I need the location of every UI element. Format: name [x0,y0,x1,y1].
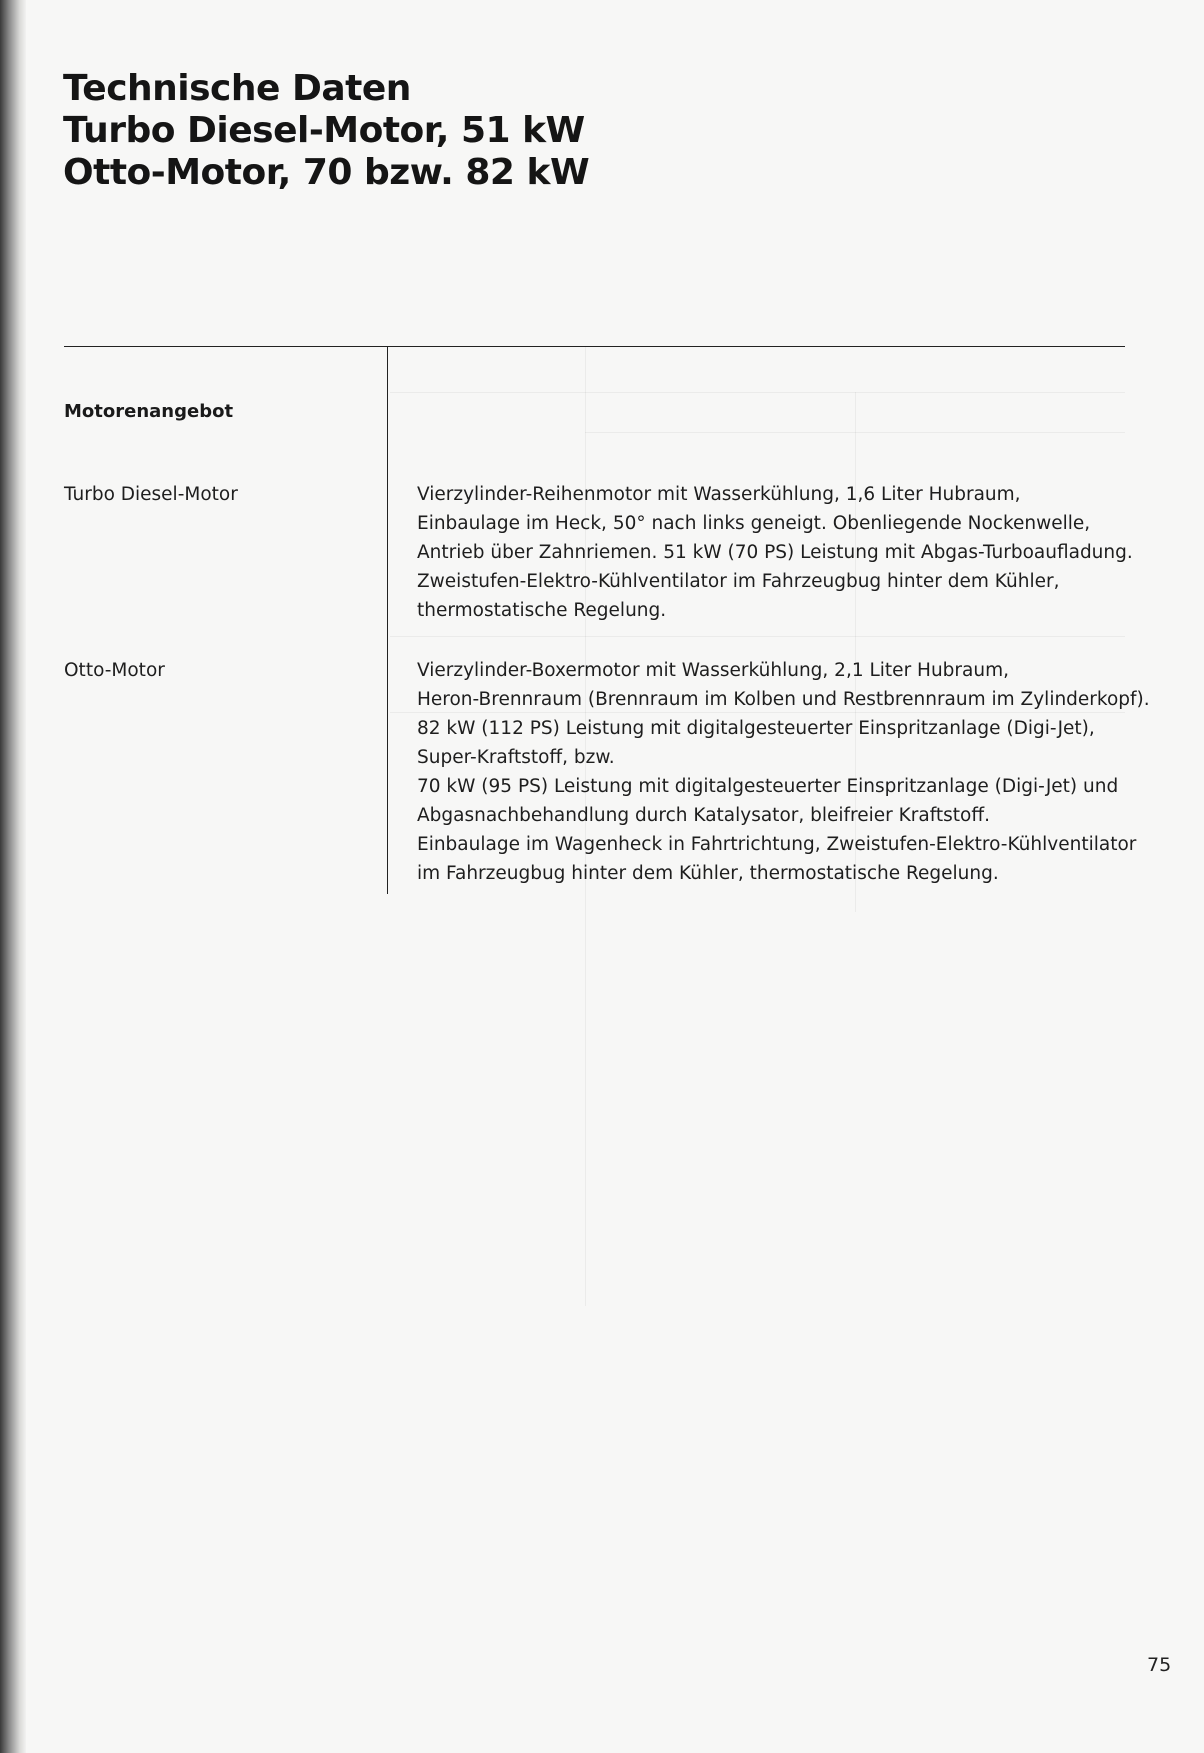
text-line: Vierzylinder-Reihenmotor mit Wasserkühlung, 1,6 Liter Hubraum, [417,484,1021,505]
row-label-turbo-diesel: Turbo Diesel-Motor [64,484,238,505]
ghost-line [390,392,1125,393]
text-line: Abgasnachbehandlung durch Katalysator, bleifreier Kraftstoff. [417,805,990,826]
text-line: Vierzylinder-Boxermotor mit Wasserkühlung, 2,1 Liter Hubraum, [417,660,1009,681]
text-line: Einbaulage im Heck, 50° nach links geneigt. Obenliegende Nockenwelle, [417,513,1091,534]
text-line: Zweistufen-Elektro-Kühlventilator im Fahrzeugbug hinter dem Kühler, [417,571,1060,592]
row-description-otto-motor [417,656,1150,888]
text-line: 82 kW (112 PS) Leistung mit digitalgesteuerter Einspritzanlage (Digi-Jet), [417,718,1095,739]
title-line: Otto-Motor, 70 bzw. 82 kW [63,152,590,193]
page-title [63,68,589,194]
text-line: thermostatische Regelung. [417,600,667,621]
text-line: im Fahrzeugbug hinter dem Kühler, thermostatische Regelung. [417,863,999,884]
ghost-line [585,432,1125,433]
text-line: Heron-Brennraum (Brennraum im Kolben und Restbrennraum im Zylinderkopf). [417,689,1150,710]
text-line: Super-Kraftstoff, bzw. [417,747,615,768]
section-heading: Motorenangebot [64,401,234,422]
row-label-otto-motor: Otto-Motor [64,660,165,681]
book-spine-shadow [0,0,26,1753]
title-line: Turbo Diesel-Motor, 51 kW [63,110,585,151]
text-line: 70 kW (95 PS) Leistung mit digitalgesteuerter Einspritzanlage (Digi-Jet) und [417,776,1119,797]
table-top-rule [64,346,1125,347]
text-line: Einbaulage im Wagenheck in Fahrtrichtung, Zweistufen-Elektro-Kühlventilator [417,834,1137,855]
text-line: Antrieb über Zahnriemen. 51 kW (70 PS) Leistung mit Abgas-Turboaufladung. [417,542,1133,563]
ghost-line [390,636,1125,637]
page-number: 75 [1147,1654,1172,1676]
table-column-divider [387,346,388,894]
title-line: Technische Daten [63,68,411,109]
row-description-turbo-diesel [417,480,1132,625]
